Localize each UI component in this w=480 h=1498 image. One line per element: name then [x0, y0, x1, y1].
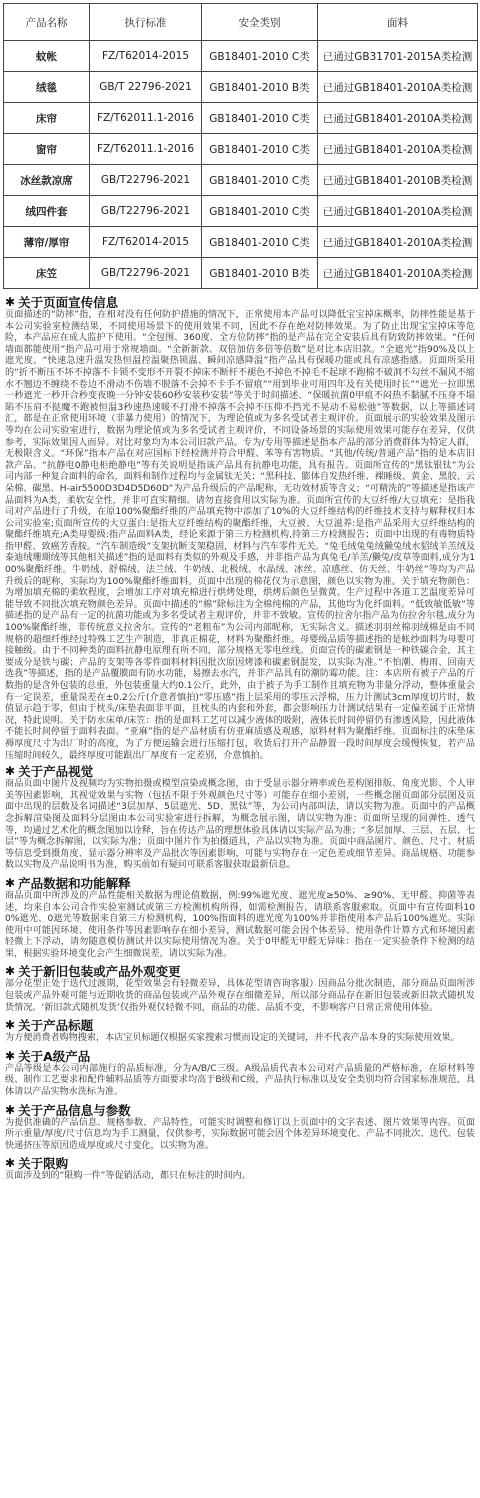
section-body: 产品等级是本公司内部施行的品质标准，分为A/B/C三级。A级品质代表本公司对产品质量的严格标准，在原材料等级、制作工艺要求和配件辅料品质等方面要求均高于B级和C级，产品执行标准以及安全类别均符合国家标准规范，具体请以产品实物水洗标为准。: [5, 1063, 475, 1098]
cell-product-name: 蚊帐: [4, 41, 90, 72]
cell-standard: FZ/T62014-2015: [90, 227, 202, 258]
section-body: 页面涉及到的“限购一件”等促销活动，都只在标注的时间内。: [5, 1171, 251, 1182]
cell-fabric: 已通过GB18401-2010B类检测: [318, 165, 478, 196]
section-body: 页面描述的“防摔”指，在相对没有任何防护措施的情况下，正常使用本产品可以降低宝宝掉床概率，防摔性能是基于本公司实验室检测结果，不同使用场景下的使用效果不同，因此不存在绝对防摔效果。为了防止出现宝宝掉床等危险，本产品应在成人监护下使用。“全包围、360度、全方位防摔”指的是产品在完全安装后具有防致防摔效果。“任何墙面都能使用”指产品可用于常规墙面。“全新新款、双倍加倍多倍等倍数”是对比本店旧款。“全遮光”指90%及以上遮光度。“快速急速升温发热恒温控温聚热锁温、瞬间凉感降温”指产品具有保暖功能或具有凉感指感。页面所采用的“折不断压不坏不掉落不卡锁不变形不开裂不掉床不断杆不褪色不掉色不掉毛不起球不跑棉不破洞不勾丝不漏风不缩水不翘边不缠绕不卷边不滑动不伤墙不脱落不会掉不卡手不留痕”“用到毕业可用四年及有关使用时长”“遮光一拉即黑一秒遮光一秒开合秒变夜晚一分钟安装60秒安装秒安装”等关于时间描述、“保暖抗菌0甲痕不闷热不黏腻不压身不塌陷不压肩不挞魔不跑被恒温3秒速热速暖不打滑不掉落不会掉不压抑不挡光不晃动不易松弛”等数据，以上等描述词汇，都是在正常使用环境（非暴力使用）的情况下，为理论值或为多名受试者主观评价。页面展示的实验效果及图示等均在公司实验室进行，数据为理论值或为多名受试者主观评价，不同设备场景的实际使用效果可能存在差异，仅供参考，实际效果因人而异。对比对象均为本公司旧款产品。专为/专用等描述是指本产品的部分消费群体为特定人群，无极限含义。“环保”指本产品在对应国标下经检测并符合甲醛、苯等有害物质。“其他/传统/普通产品”指的是本店旧款产品。“抗静电0静电柜绝静电”等有关说明是指该产品具有抗静电功能，具有报告。页面所宣传的“黑钛银钛”为公司内部一种复合面料的命名，面料和制作过程均与金属钛无关；“黑科技、膨体自发热纤维、裸睡级、黄金、黑胶、云朵棉、碳黑、H-air5500D3D4D5D60D”为产品升级后的产品昵称，无功效材质等含义；“可精洗的”等描述是指该产品面料为A类，柔软安全性，并非可直实精细。请勿直接食用以实际为准。页面所宣传的大豆纤维/大豆填充：是指我司对产品进行了升级，在原100%聚酯纤维的产品填充物中添加了10%的大豆纤维结构的纤维技术支持与解释权归本公司实验室;页面所宣传的大豆蛋白:是指大豆纤维结构的聚酯纤维，大豆被、大豆滋养:是指产品采用大豆纤维结构的聚酯纤维填充;A类母婴级:指产品面料A类，经论来源于第三方检测机构,持第三方检测报告；页面中出现的有毒物质特指甲醛、致癌芳香胺。“汽车制造级”支架抗断支架稳固，材料与汽车零件无关。“兔毛绒兔兔绒獭兔绒水貂绒羊羔绒及泰迪绒珊瑚绒等其他相关描述”指的是面料有类似的外观及手感，并非指产品为真兔毛/羊羔/獭兔/皮草等面料,成分为100%聚酯纤维。牛奶绒、舒棉绒、法兰绒、牛奶绒、北极绒、水晶绒、冰丝、凉感丝、仿天丝、牛奶丝”等均为产品升级后的昵称，实际均为100%聚酯纤维面料。页面中出现的棉花仅为示意图，颜色以实物为准。关于填充物颜色：为增加填充棉的柔软程度，会增加工序对填充棉进行烘烤处理，烘烤后颜色呈微黄。生产过程中各道工艺温度差异可能导致不同批次填充物颜色差异。页面中描述的“棉”除标注为全棉纯棉的产品，其他均为化纤面料。“低致敏低敏”等描述指的是产品有一定的抗菌功能或为多名受试者主观评价，并非不致敏。宣传的拉舍尔指产品为仿拉舍尔毯,成分为100%聚酯纤维，非传统意义拉舍尔。宣传的“老粗布”为公司内部昵称，无实际含义。描述羽羽丝棉羽绒棉是由不同规格的超细纤维经过特殊工艺生产制造，非真正棉花，材料为聚酯纤维。母婴级品质等描述指的是帐纱面料为母婴可接触级。由于不同种类的面料抗静电原理有所不同，部分规格无零电丝线。页面宣传的碳素钢是一种铁碳合金，其主要成分是铁与碳；产品的支架等各零件面料材料因批次原因烤漆和碳素钢混发，以实际为准。”不怕潮、梅雨、回南天选我”等描述，指的是产品覆膜面有防水功能，易擦去水汽，并非产品具有防潮防霉功能。注：本店所有被子产品的斤数指的是含外包装的总重，外包装重量大约0.1公斤，此外，由于被子为手工制作且填充物为非量分浮动，整体重量会有一定误差，重量误差在±0.2公斤(介意者慎拍)“零压感”指上层采用的零压云浮棉，压力计测试3cm厚度切片时，数值显示趋于零，但由于枕头/床垫表面非平面，且枕头的内套和外套，都会影响压力计测试结果有一定偏差属于正常情况，特此说明。关于防水床单/床笠：指的是面料工艺可以减少液体的吸附，液体长时间停留仍有渗透风险，因此液体不能长时间停留于面料表面。“亚麻”指的是产品材质有仿亚麻质感及观感，原料材料为聚酯纤维。页面标注的床垫床褥厚度尺寸为出厂时的高度，为了方便运输会进行压缩打包，收货后打开产品静置一段时间厚度会缓慢恢复，若产品压缩时间较久，最终厚度可能跟出厂厚度有一定差别，介意慎拍。: [5, 310, 475, 761]
cell-fabric: 已通过GB31701-2015A类检测: [318, 41, 478, 72]
section-packaging-change: [0, 964, 480, 1014]
cell-safety-class: GB18401-2010 C类: [202, 196, 318, 227]
table-row: [4, 134, 478, 165]
cell-safety-class: GB18401-2010 B类: [202, 72, 318, 103]
cell-product-name: 窗帘: [4, 134, 90, 165]
cell-standard: FZ/T62014-2015: [90, 41, 202, 72]
cell-product-name: 绒毯: [4, 72, 90, 103]
section-title: ✱ 关于限购: [5, 1156, 69, 1172]
cell-product-name: 绒四件套: [4, 196, 90, 227]
star-icon: ✱: [5, 295, 16, 309]
section-body: 商品页面中所涉及的产品性能相关数据为理论值数据，例:99%遮光度、遮光度≥50%、≥90%、无甲醛、抑菌等表述，均来自本公司合作实验室测试或第三方检测机构所得，如需检测报告，请联系客服索取。页面中有宣传面料100%遮光、0遮光等数据来自第三方检测机构，100%指面料的遮光度为100%并非指使用本产品后100%遮光。实际使用中可能因环境、使用条件等因素影响存在细小差异，测试数据可能会因个体差异、使用条件计算方式和环境因素轻微上下浮动，请勿随意模仿测试并以实际使用情况为准。关于0甲醛无甲醛无异味：指在一定实验条件下检测的结果，根据实验环境变化会产生细微误差，请以实际为准。: [5, 890, 475, 959]
section-title: ✱ 关于产品视觉: [5, 764, 94, 780]
section-product-data: [0, 876, 480, 961]
cell-standard: FZ/T62011.1-2016: [90, 103, 202, 134]
section-title: ✱ 产品数据和功能解释: [5, 875, 131, 891]
table-header-row: [4, 4, 478, 41]
table-row: [4, 227, 478, 258]
star-icon: ✱: [5, 875, 16, 890]
star-icon: ✱: [5, 764, 16, 779]
cell-safety-class: GB18401-2010 C类: [202, 41, 318, 72]
cell-standard: GB/T 22796-2021: [90, 72, 202, 103]
section-a-grade: [0, 1049, 480, 1099]
table-row: [4, 196, 478, 227]
cell-safety-class: GB18401-2010 B类: [202, 258, 318, 289]
cell-safety-class: GB18401-2010 C类: [202, 227, 318, 258]
spec-table: [3, 3, 478, 289]
cell-safety-class: GB18401-2010 C类: [202, 165, 318, 196]
section-title: ✱ 关于产品信息与参数: [5, 1102, 131, 1118]
section-title: ✱ 关于产品标题: [5, 1018, 94, 1034]
cell-safety-class: GB18401-2010 C类: [202, 103, 318, 134]
section-title: ✱ 关于A级产品: [5, 1048, 91, 1064]
section-title: ✱ 关于新旧包装或产品外观变更: [5, 964, 181, 980]
section-body: 为提供准确的产品信息、规格参数、产品特性，可能实时调整和修订以上页面中的文字表述、图片效果等内容。页面所示重量/厚度/尺寸信息均为手工测量，仅供参考，实际数据可能会因个体差异环境变化、产品不同批次、迭代、包装快递挤压等原因造成厚度或尺寸变化，以实物为准。: [5, 1117, 475, 1151]
section-product-title: [0, 1018, 480, 1045]
table-row: [4, 165, 478, 196]
table-row: [4, 41, 478, 72]
star-icon: ✱: [5, 1018, 16, 1033]
star-icon: ✱: [5, 964, 16, 979]
cell-safety-class: GB18401-2010 C类: [202, 134, 318, 165]
header-standard: 执行标准: [90, 4, 202, 41]
star-icon: ✱: [5, 1156, 16, 1171]
cell-standard: GB/T22796-2021: [90, 165, 202, 196]
section-purchase-limit: [0, 1156, 480, 1183]
section-body: 部分花型正处于迭代过渡期，花型效果会有轻微差异，具体花型请咨询客服）因商品分批次制造，部分商品页面所涉包装或产品外观可能与近期收货的商品包装或产品外观存在细微差异，所以部分商品存在新旧包装或新旧款式随机发货情况。‘新旧款式随机发货’仅指外观仅轻微不同，商品的功能、品质不变，不影响客户日常正常使用体验。: [5, 979, 475, 1013]
cell-product-name: 床笠: [4, 258, 90, 289]
cell-standard: FZ/T62011.1-2016: [90, 134, 202, 165]
section-title: ✱ 关于页面宣传信息: [5, 295, 119, 310]
cell-fabric: 已通过GB18401-2010A类检测: [318, 258, 478, 289]
star-icon: ✱: [5, 1102, 16, 1117]
cell-standard: GB/T22796-2021: [90, 196, 202, 227]
section-product-info: [0, 1103, 480, 1153]
cell-standard: GB/T22796-2021: [90, 258, 202, 289]
cell-fabric: 已通过GB18401-2010A类检测: [318, 227, 478, 258]
section-product-visual: [0, 764, 480, 872]
table-row: [4, 258, 478, 289]
header-safety-class: 安全类别: [202, 4, 318, 41]
table-row: [4, 103, 478, 134]
cell-product-name: 薄帘/厚帘: [4, 227, 90, 258]
table-row: [4, 72, 478, 103]
header-product-name: 产品名称: [4, 4, 90, 41]
cell-fabric: 已通过GB18401-2010A类检测: [318, 72, 478, 103]
cell-fabric: 已通过GB18401-2010A类检测: [318, 196, 478, 227]
header-fabric: 面料: [318, 4, 478, 41]
cell-product-name: 床帘: [4, 103, 90, 134]
section-body: 商品页面中图片及视频均为实物拍摄或模型渲染或概念图，由于受显示器分辨率或色差构图排版、角度光影、个人审美等因素影响，其视觉效果与实物（包括不限于外观颜色尺寸等）可能存在细小差别，一些概念图页面部分层图及页面中出现的层数及名词描述“3层加厚、5层遮光、5D、黑钛”等，为公司内部叫法，请以实物为准。页面中的产品概念拆解渲染图及面料分层图由本公司实验室进行拆解，为概念展示图，请以实物为准；页面所呈现的回弹性、透气等，均通过艺术化的概念图加以诠释，旨在传达产品的理想体验具体请以实际产品为准；“多层加厚、三层、五层、七层”等为概念拆解图，以实际为准；页面中图片作为拍摄道具，产品以实物为准。页面中商品图片、颜色、尺寸、材质等信息受到摄角度、显示器分辨率及产品批次等因素影响，可能与实物存在一定色差或细节差异。商品规格、功能参数以实物及产品说明书为准，购买前如有疑问可联系客服获取最新信息。: [5, 779, 475, 871]
star-icon: ✱: [5, 1048, 16, 1063]
cell-product-name: 冰丝款凉席: [4, 165, 90, 196]
cell-fabric: 已通过GB18401-2010A类检测: [318, 103, 478, 134]
cell-fabric: 已通过GB18401-2010A类检测: [318, 134, 478, 165]
section-body: 为方便消费者购物搜索，本店宝贝标题仅根据买家搜索习惯而设定的关键词，并不代表产品本身的实际使用效果。: [5, 1033, 460, 1044]
section-page-promo: [0, 295, 480, 762]
